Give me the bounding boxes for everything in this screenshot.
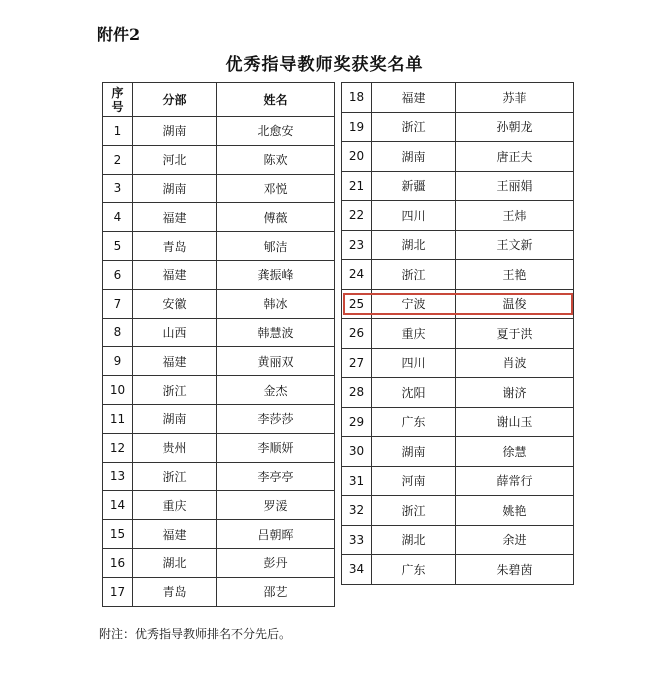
table-row: [342, 230, 574, 260]
row-branch: 福建: [133, 260, 217, 289]
row-number: 23: [342, 230, 372, 260]
table-row: [103, 347, 335, 376]
row-branch: 湖南: [133, 404, 217, 433]
table-row: [103, 318, 335, 347]
row-branch: 湖北: [372, 230, 456, 260]
row-branch: 湖北: [372, 525, 456, 555]
row-branch: 福建: [133, 203, 217, 232]
roster-table-left: [102, 82, 335, 607]
row-number: 15: [103, 520, 133, 549]
row-number: 30: [342, 437, 372, 467]
row-name: 郇洁: [217, 232, 335, 261]
table-row: [342, 260, 574, 290]
row-name: 龚振峰: [217, 260, 335, 289]
table-row: [103, 260, 335, 289]
row-branch: 重庆: [133, 491, 217, 520]
row-number: 12: [103, 433, 133, 462]
row-branch: 浙江: [372, 496, 456, 526]
table-row: [342, 437, 574, 467]
table-row: [342, 525, 574, 555]
table-row: [103, 404, 335, 433]
row-branch: 福建: [133, 520, 217, 549]
attachment-label: 附件2: [97, 25, 141, 44]
row-name: 黄丽双: [217, 347, 335, 376]
row-branch: 重庆: [372, 319, 456, 349]
row-number: 26: [342, 319, 372, 349]
row-number: 4: [103, 203, 133, 232]
row-name: 王丽娟: [456, 171, 574, 201]
row-number: 33: [342, 525, 372, 555]
table-row: [103, 145, 335, 174]
footnote: 附注：优秀指导教师排名不分先后。: [99, 627, 292, 641]
row-branch: 浙江: [372, 112, 456, 142]
row-branch: 广东: [372, 555, 456, 585]
table-row: [103, 117, 335, 146]
table-row: [342, 378, 574, 408]
row-branch: 青岛: [133, 232, 217, 261]
header-name: 姓名: [217, 83, 335, 117]
row-branch: 青岛: [133, 577, 217, 606]
row-name: 吕朝晖: [217, 520, 335, 549]
row-number: 7: [103, 289, 133, 318]
row-name: 李莎莎: [217, 404, 335, 433]
row-number: 2: [103, 145, 133, 174]
row-number: 32: [342, 496, 372, 526]
row-number: 28: [342, 378, 372, 408]
table-row: [342, 83, 574, 113]
table-row: [342, 555, 574, 585]
row-name: 傅薇: [217, 203, 335, 232]
row-number: 11: [103, 404, 133, 433]
header-no-line2: 号: [111, 99, 124, 114]
row-name: 唐正夫: [456, 142, 574, 172]
row-branch: 沈阳: [372, 378, 456, 408]
table-row: [103, 520, 335, 549]
row-branch: 安徽: [133, 289, 217, 318]
table-row: [342, 289, 574, 319]
table-row: [342, 407, 574, 437]
header-no: [103, 83, 133, 117]
row-name: 谢山玉: [456, 407, 574, 437]
table-row: [103, 376, 335, 405]
table-header-row: [103, 83, 335, 117]
table-row: [103, 232, 335, 261]
row-name: 韩冰: [217, 289, 335, 318]
row-number: 19: [342, 112, 372, 142]
row-branch: 新疆: [372, 171, 456, 201]
row-branch: 浙江: [133, 376, 217, 405]
row-number: 16: [103, 548, 133, 577]
row-number: 22: [342, 201, 372, 231]
row-name: 彭丹: [217, 548, 335, 577]
row-branch: 宁波: [372, 289, 456, 319]
row-name: 朱碧茵: [456, 555, 574, 585]
row-number: 13: [103, 462, 133, 491]
table-row: [103, 203, 335, 232]
row-branch: 四川: [372, 201, 456, 231]
row-name: 苏菲: [456, 83, 574, 113]
row-branch: 贵州: [133, 433, 217, 462]
row-branch: 河北: [133, 145, 217, 174]
header-branch: 分部: [133, 83, 217, 117]
row-name: 王文新: [456, 230, 574, 260]
row-name: 邵艺: [217, 577, 335, 606]
row-branch: 福建: [133, 347, 217, 376]
table-row: [342, 319, 574, 349]
header-no-line1: 序: [111, 85, 124, 100]
row-branch: 湖南: [133, 117, 217, 146]
row-number: 3: [103, 174, 133, 203]
row-number: 25: [342, 289, 372, 319]
row-name: 李亭亭: [217, 462, 335, 491]
row-name: 陈欢: [217, 145, 335, 174]
row-number: 17: [103, 577, 133, 606]
row-branch: 湖南: [372, 437, 456, 467]
row-number: 14: [103, 491, 133, 520]
row-number: 29: [342, 407, 372, 437]
row-name: 温俊: [456, 289, 574, 319]
table-row: [103, 548, 335, 577]
table-row: [342, 142, 574, 172]
row-number: 20: [342, 142, 372, 172]
row-branch: 浙江: [133, 462, 217, 491]
row-number: 27: [342, 348, 372, 378]
table-row: [342, 171, 574, 201]
table-row: [342, 112, 574, 142]
row-branch: 湖北: [133, 548, 217, 577]
row-number: 6: [103, 260, 133, 289]
row-number: 31: [342, 466, 372, 496]
row-number: 1: [103, 117, 133, 146]
row-name: 谢济: [456, 378, 574, 408]
row-name: 夏于洪: [456, 319, 574, 349]
table-row: [103, 289, 335, 318]
row-number: 5: [103, 232, 133, 261]
table-row: [103, 577, 335, 606]
row-branch: 广东: [372, 407, 456, 437]
row-branch: 福建: [372, 83, 456, 113]
row-name: 薛常行: [456, 466, 574, 496]
table-row: [342, 201, 574, 231]
table-row: [342, 496, 574, 526]
row-number: 8: [103, 318, 133, 347]
table-row: [103, 433, 335, 462]
page-title: 优秀指导教师奖获奖名单: [225, 55, 424, 75]
row-branch: 湖南: [133, 174, 217, 203]
row-number: 34: [342, 555, 372, 585]
row-number: 10: [103, 376, 133, 405]
row-name: 孙朝龙: [456, 112, 574, 142]
row-branch: 四川: [372, 348, 456, 378]
roster-table-right: [341, 82, 574, 585]
row-name: 余进: [456, 525, 574, 555]
table-row: [342, 466, 574, 496]
row-number: 18: [342, 83, 372, 113]
row-branch: 山西: [133, 318, 217, 347]
row-name: 王炜: [456, 201, 574, 231]
row-number: 21: [342, 171, 372, 201]
table-row: [103, 462, 335, 491]
table-row: [342, 348, 574, 378]
row-name: 金杰: [217, 376, 335, 405]
row-name: 罗湲: [217, 491, 335, 520]
row-number: 9: [103, 347, 133, 376]
row-number: 24: [342, 260, 372, 290]
row-name: 徐慧: [456, 437, 574, 467]
row-name: 李顺妍: [217, 433, 335, 462]
row-name: 姚艳: [456, 496, 574, 526]
row-branch: 浙江: [372, 260, 456, 290]
table-row: [103, 491, 335, 520]
row-name: 韩慧波: [217, 318, 335, 347]
row-name: 王艳: [456, 260, 574, 290]
row-branch: 湖南: [372, 142, 456, 172]
table-row: [103, 174, 335, 203]
row-name: 邓悦: [217, 174, 335, 203]
row-branch: 河南: [372, 466, 456, 496]
row-name: 北愈安: [217, 117, 335, 146]
row-name: 肖波: [456, 348, 574, 378]
